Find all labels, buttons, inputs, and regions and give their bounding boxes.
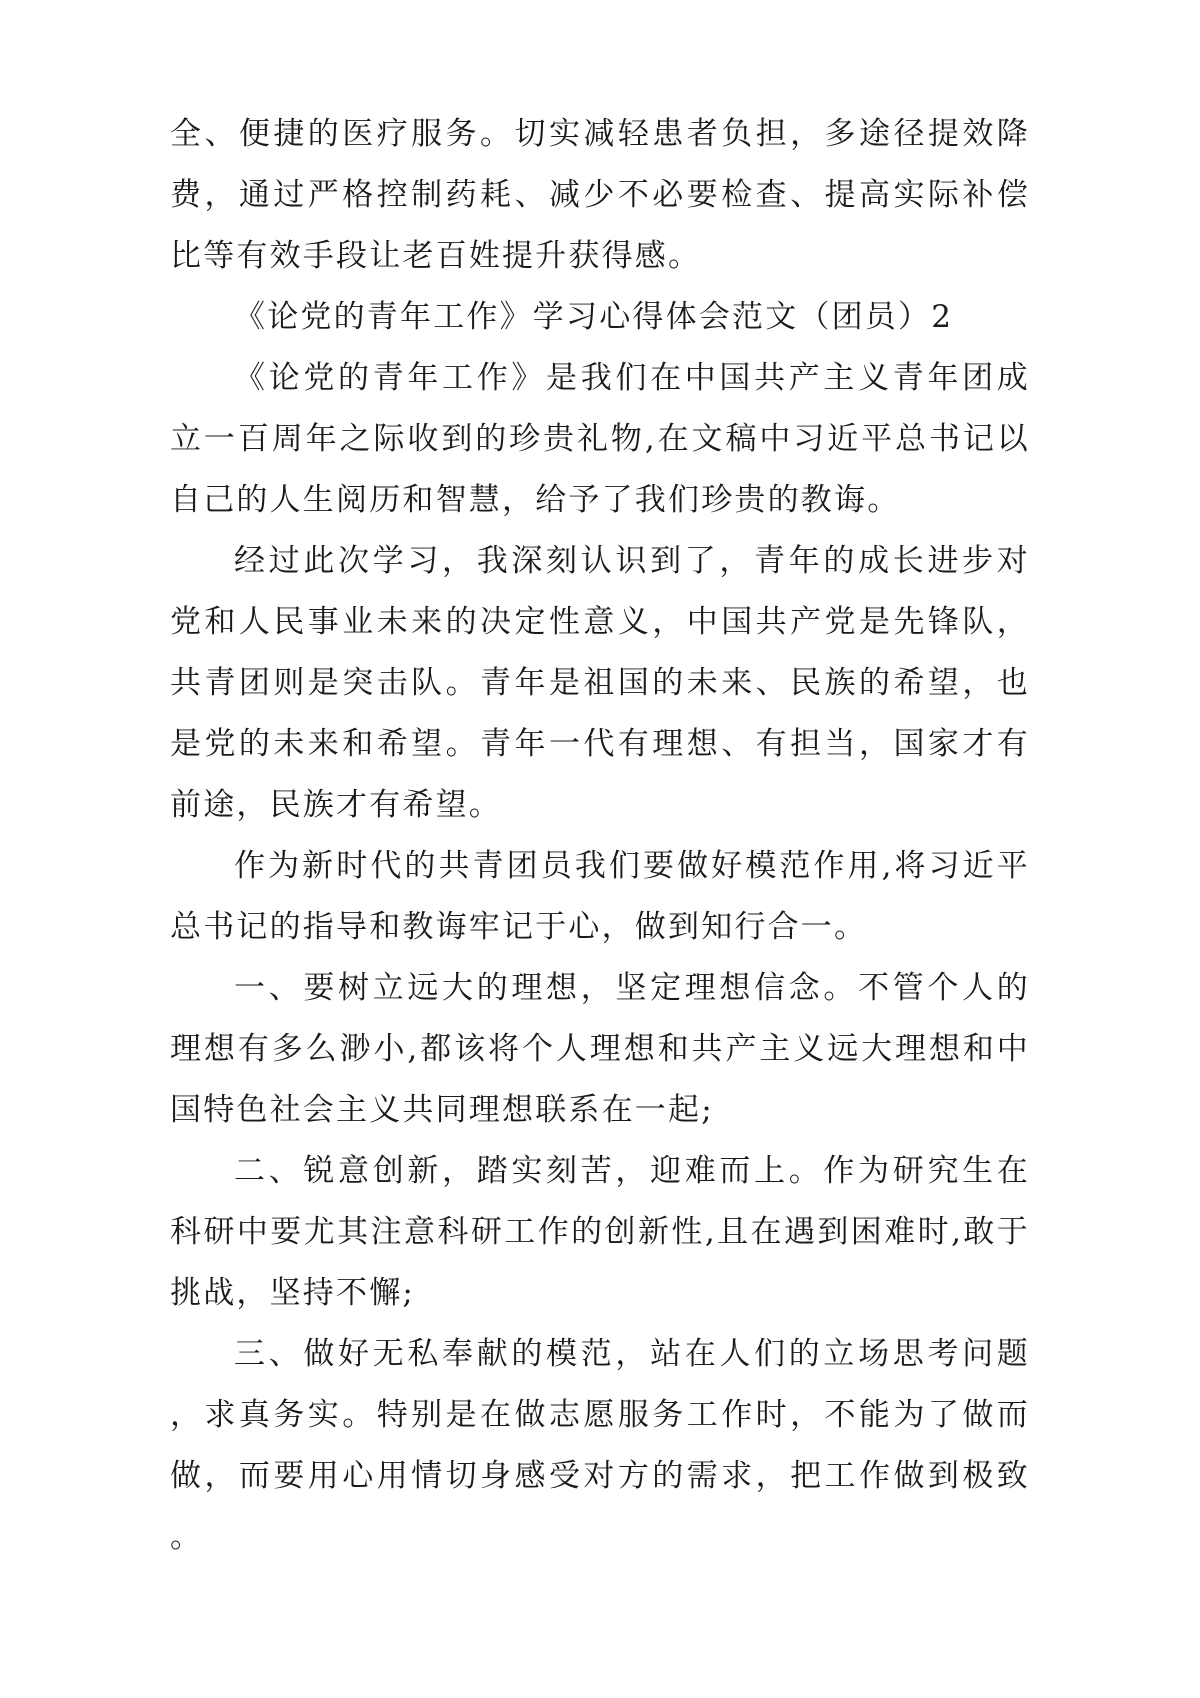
paragraph-point-two: 二、锐意创新，踏实刻苦，迎难而上。作为研究生在科研中要尤其注意科研工作的创新性,且在遇到困难时,敢于挑战，坚持不懈;: [170, 1153, 1030, 1311]
paragraph-continuation: 全、便捷的医疗服务。切实减轻患者负担，多途径提效降费，通过严格控制药耗、减少不必要检查、提高实际补偿比等有效手段让老百姓提升获得感。: [170, 116, 1030, 274]
paragraph-understanding: 经过此次学习，我深刻认识到了，青年的成长进步对党和人民事业未来的决定性意义，中国共产党是先锋队，共青团则是突击队。青年是祖国的未来、民族的希望，也是党的未来和希望。青年一代有理想、有担当，国家才有前途，民族才有希望。: [170, 543, 1030, 823]
document-body: [170, 104, 1030, 1568]
paragraph-point-three: 三、做好无私奉献的模范，站在人们的立场思考问题，求真务实。特别是在做志愿服务工作时，不能为了做而做，而要用心用情切身感受对方的需求，把工作做到极致。: [170, 1336, 1030, 1555]
section-heading: 《论党的青年工作》学习心得体会范文（团员）2: [234, 299, 954, 335]
paragraph-point-one: 一、要树立远大的理想，坚定理想信念。不管个人的理想有多么渺小,都该将个人理想和共产主义远大理想和中国特色社会主义共同理想联系在一起;: [170, 970, 1030, 1128]
paragraph-intro: 《论党的青年工作》是我们在中国共产主义青年团成立一百周年之际收到的珍贵礼物,在文稿中习近平总书记以自己的人生阅历和智慧，给予了我们珍贵的教诲。: [170, 360, 1030, 518]
paragraph-role-model: 作为新时代的共青团员我们要做好模范作用,将习近平总书记的指导和教诲牢记于心，做到知行合一。: [170, 848, 1030, 945]
